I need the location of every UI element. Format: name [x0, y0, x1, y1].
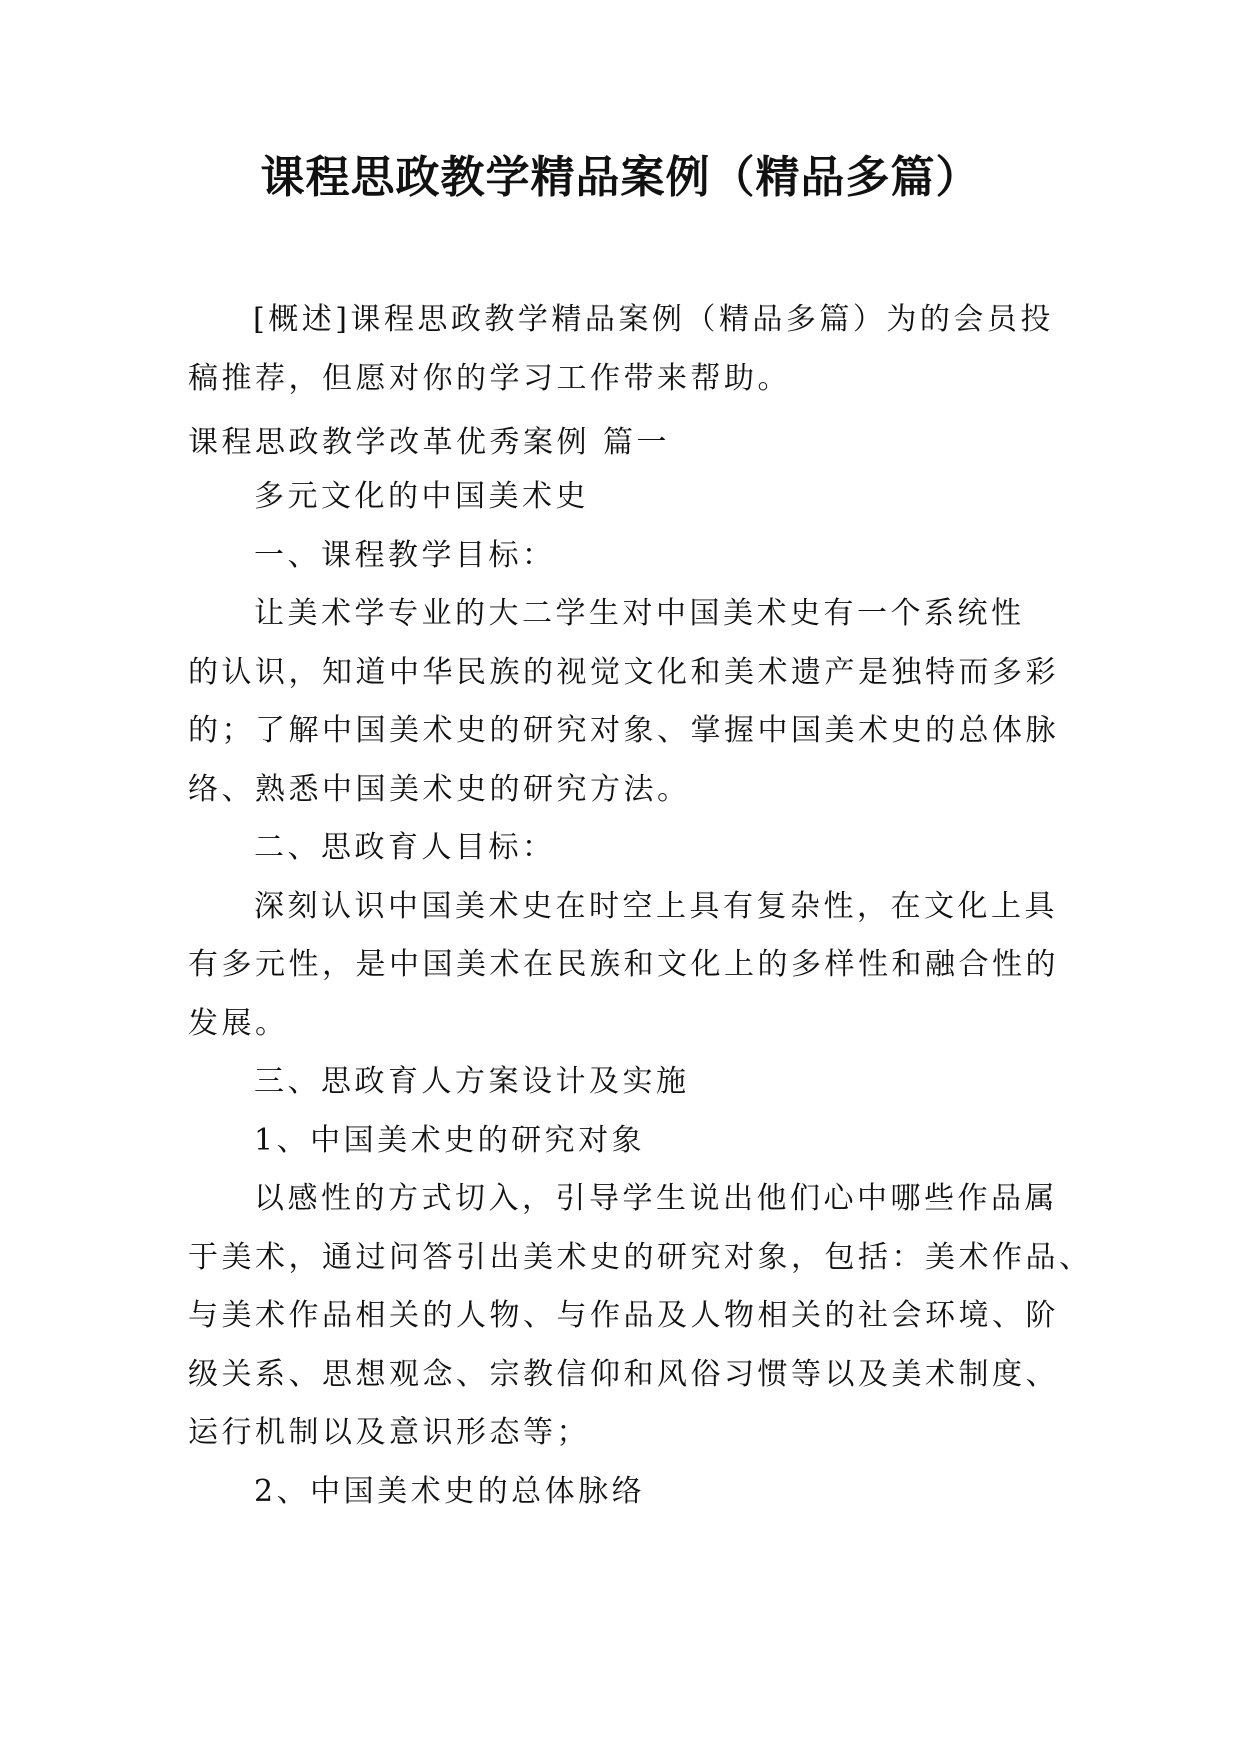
body-line: 二、思政育人目标： [254, 830, 556, 865]
abstract-paragraph [188, 290, 1068, 408]
body-line: 让美术学专业的大二学生对中国美术史有一个系统性 [254, 596, 1025, 631]
body-line: 的；了解中国美术史的研究对象、掌握中国美术史的总体脉 [188, 713, 1059, 748]
body-line: 发展。 [188, 1005, 289, 1041]
body-line: 络、熟悉中国美术史的研究方法。 [188, 771, 691, 807]
abstract-line: 稿推荐，但愿对你的学习工作带来帮助。 [188, 361, 791, 396]
body-line: 深刻认识中国美术史在时空上具有复杂性，在文化上具 [254, 888, 1058, 924]
body-line: 一、课程教学目标： [254, 537, 556, 573]
body-line: 多元文化的中国美术史 [254, 479, 589, 514]
abstract-line: [概述]课程思政教学精品案例（精品多篇）为的会员投 [253, 302, 1054, 337]
body-line: 2、中国美术史的总体脉络 [254, 1473, 646, 1509]
body-line: 与美术作品相关的人物、与作品及人物相关的社会环境、阶 [188, 1298, 1059, 1333]
body-line: 的认识，知道中华民族的视觉文化和美术遗产是独特而多彩 [188, 654, 1059, 690]
document-title: 课程思政教学精品案例（精品多篇） [260, 152, 981, 203]
body-line: 于美术，通过问答引出美术史的研究对象，包括：美术作品、 [188, 1239, 1093, 1275]
body-line: 1、中国美术史的研究对象 [254, 1122, 646, 1158]
section-heading: 课程思政教学改革优秀案例 篇一 [188, 425, 671, 460]
body-line: 以感性的方式切入，引导学生说出他们心中哪些作品属 [254, 1181, 1058, 1216]
body-line: 级关系、思想观念、宗教信仰和风俗习惯等以及美术制度、 [188, 1356, 1059, 1392]
body-content [188, 468, 1093, 1521]
body-line: 运行机制以及意识形态等； [188, 1415, 590, 1450]
body-line: 有多元性，是中国美术在民族和文化上的多样性和融合性的 [188, 947, 1059, 982]
body-line: 三、思政育人方案设计及实施 [254, 1064, 690, 1099]
